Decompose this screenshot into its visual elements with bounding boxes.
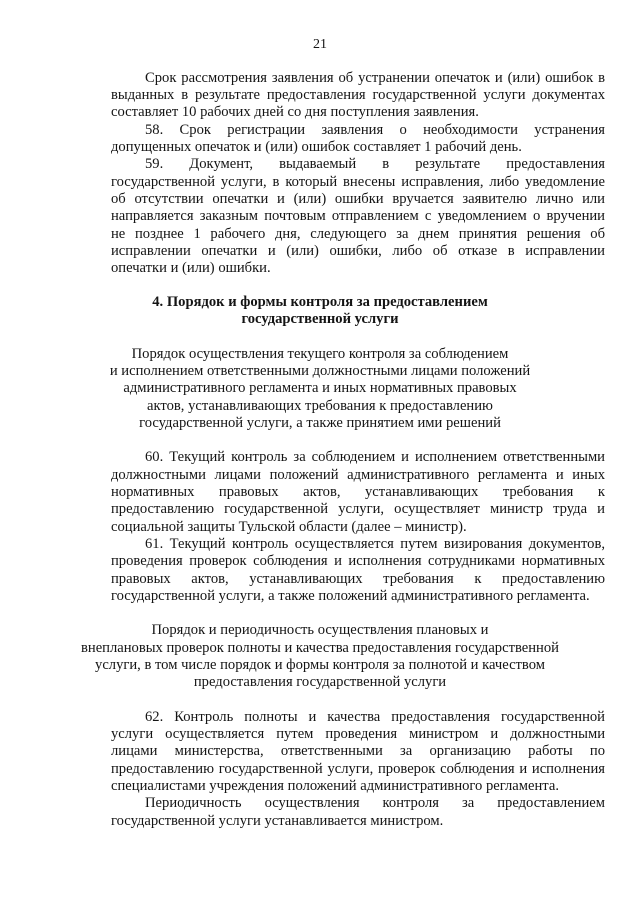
text-line: не позднее 1 рабочего дня, следующего за днем принятия решения об bbox=[111, 226, 605, 242]
text-line: государственной услуги, а также положений административного регламента. bbox=[111, 588, 590, 604]
subsection-heading: и исполнением ответственными должностными лицами положений bbox=[109, 363, 531, 379]
subsection-heading: предоставления государственной услуги bbox=[193, 674, 447, 690]
text-line: об отсутствии опечатки и (или) ошибки вручается заявителю лично или bbox=[111, 191, 605, 207]
text-line: опечатки и (или) ошибки. bbox=[111, 260, 271, 276]
text-line: направляется заказным почтовым отправлением с уведомлением о вручении bbox=[111, 208, 605, 224]
text-line: государственной услуги устанавливается министром. bbox=[111, 813, 444, 829]
text-line: составляет 10 рабочих дней со дня поступления заявления. bbox=[111, 104, 479, 120]
text-line: допущенных опечаток и (или) ошибок составляет 1 рабочий день. bbox=[111, 139, 522, 155]
text-line: правовых актов, устанавливающих требования к предоставлению bbox=[111, 571, 605, 587]
text-line: выданных в результате предоставления государственной услуги документах bbox=[111, 87, 605, 103]
paragraph-62: 62. Контроль полноты и качества предоставления государственной bbox=[145, 709, 605, 725]
text-line: государственной услуги, в который внесены исправления, либо уведомление bbox=[111, 174, 605, 190]
text-line: Срок рассмотрения заявления об устранении опечаток и (или) ошибок в bbox=[145, 70, 605, 86]
text-line: нормативных правовых актов, устанавливающих требования к bbox=[111, 484, 605, 500]
paragraph-59: 59. Документ, выдаваемый в результате предоставления bbox=[145, 156, 605, 172]
text-line: предоставлению государственной услуги, осуществляет министр труда и bbox=[111, 501, 605, 517]
subsection-heading: услуги, в том числе порядок и формы контроля за полнотой и качеством bbox=[95, 657, 545, 673]
subsection-heading: Порядок и периодичность осуществления плановых и bbox=[151, 622, 489, 638]
text-line: специалистами учреждения положений административного регламента. bbox=[111, 778, 559, 794]
subsection-heading: Порядок осуществления текущего контроля за соблюдением bbox=[131, 346, 509, 362]
paragraph-60: 60. Текущий контроль за соблюдением и исполнением ответственными bbox=[145, 449, 605, 465]
subsection-heading: административного регламента и иных нормативных правовых bbox=[123, 380, 517, 396]
text-line: исправлении опечатки и (или) ошибки, либо об отказе в исправлении bbox=[111, 243, 605, 259]
text-line: услуги осуществляется путем проведения министром и должностными bbox=[111, 726, 605, 742]
paragraph-61: 61. Текущий контроль осуществляется путем визирования документов, bbox=[145, 536, 605, 552]
paragraph-58: 58. Срок регистрации заявления о необходимости устранения bbox=[145, 122, 605, 138]
page-number: 21 bbox=[313, 37, 327, 52]
subsection-heading: актов, устанавливающих требования к предоставлению bbox=[147, 398, 493, 414]
text-line: предоставлению государственной услуги, проверок соблюдения и исполнения bbox=[111, 761, 605, 777]
text-line: социальной защиты Тульской области (далее – министр). bbox=[111, 519, 467, 535]
section-heading: государственной услуги bbox=[241, 311, 399, 327]
text-line: должностными лицами положений административного регламента и иных bbox=[111, 467, 605, 483]
text-line: лицами министерства, ответственными за организацию работы по bbox=[111, 743, 605, 759]
subsection-heading: внеплановых проверок полноты и качества предоставления государственной bbox=[81, 640, 559, 656]
text-line: Периодичность осуществления контроля за предоставлением bbox=[145, 795, 605, 811]
subsection-heading: государственной услуги, а также принятием ими решений bbox=[139, 415, 501, 431]
text-line: проведения проверок соблюдения и исполнения сотрудниками нормативных bbox=[111, 553, 605, 569]
section-heading: 4. Порядок и формы контроля за предоставлением bbox=[152, 294, 488, 310]
